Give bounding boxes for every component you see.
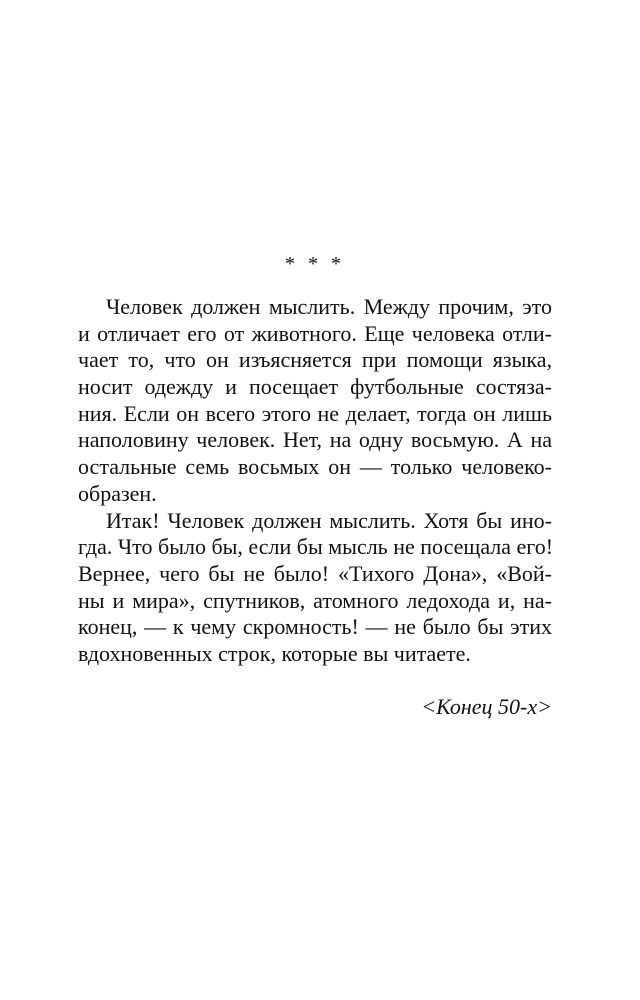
section-separator: * * * [285, 253, 345, 275]
paragraph-1 [78, 294, 552, 508]
text-line: носит одежду и посещает футбольные состяза- [78, 374, 552, 400]
text-line: образен. [78, 480, 157, 506]
text-line: конец, — к чему скромность! — не было бы этих [78, 614, 552, 640]
date-signature: <Конец 50-х> [421, 694, 552, 719]
text-line: Человек должен мыслить. Между прочим, это [106, 294, 552, 319]
text-line: наполовину человек. Нет, на одну восьмую. А на [78, 427, 552, 453]
text-body [78, 294, 552, 668]
text-line: ния. Если он всего этого не делает, тогда он лишь [78, 400, 552, 426]
text-line: гда. Что было бы, если бы мысль не посещала его! [78, 534, 554, 560]
book-page [78, 0, 552, 1000]
text-line: чает то, что он изъясняется при помощи языка, [78, 347, 552, 373]
text-line: Итак! Человек должен мыслить. Хотя бы ино- [106, 507, 552, 533]
text-line: ны и мира», спутников, атомного ледохода и, на- [78, 587, 552, 613]
text-line: и отличает его от животного. Еще человека отли- [78, 320, 552, 346]
text-line: остальные семь восьмых он — только человеко- [78, 454, 552, 480]
text-line: Вернее, чего бы не было! «Тихого Дона», «Вой- [78, 560, 552, 586]
text-line: вдохновенных строк, которые вы читаете. [78, 640, 471, 666]
paragraph-2 [78, 508, 552, 668]
